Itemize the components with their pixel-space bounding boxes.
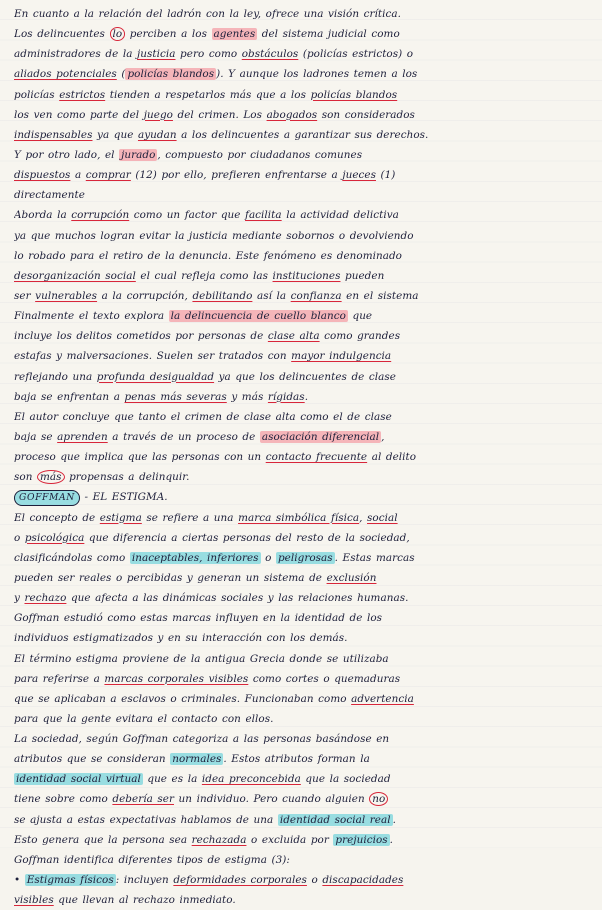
highlight-mark: estrictos — [59, 88, 106, 101]
highlight-mark: más — [37, 470, 65, 484]
note-line: los ven como parte del juego del crimen. Los abogados son considerados — [14, 108, 415, 121]
highlight-mark: normales — [172, 753, 222, 766]
note-line: para que la gente evitara el contacto con ellos. — [14, 712, 274, 725]
note-line: clasificándolas como inaceptables, inferiores o peligrosas . Estas marcas — [14, 551, 415, 564]
highlight-mark: marca simbólica física — [238, 511, 360, 524]
highlight-mark: debería ser — [112, 793, 174, 806]
note-line: tiene sobre como debería ser un individuo. Pero cuando alguien no — [14, 789, 598, 809]
highlight-mark: psicológica — [24, 531, 85, 544]
note-line: policías estrictos tienden a respetarlos más que a los policías blandos — [14, 88, 398, 101]
highlight-mark: lo — [110, 27, 126, 41]
note-line: indispensables ya que ayudan a los delincuentes a garantizar sus derechos. — [14, 128, 429, 141]
section-subtitle: - EL ESTIGMA. — [79, 491, 168, 504]
note-line: El término estigma proviene de la antigua Grecia donde se utilizaba — [14, 652, 389, 665]
highlight-mark: mayor indulgencia — [291, 350, 392, 363]
note-line: En cuanto a la relación del ladrón con la ley, ofrece una visión crítica. — [14, 8, 401, 20]
highlight-mark: social — [367, 511, 398, 524]
note-line: administradores de la justicia pero como obstáculos (policías estrictos) o — [14, 48, 414, 61]
highlight-mark: Estigmas físicos — [26, 874, 114, 887]
highlight-mark: inaceptables, inferiores — [131, 551, 259, 564]
note-line: o psicológica que diferencia a ciertas personas del resto de la sociedad, — [14, 531, 410, 544]
note-line: dispuestos a comprar (12) por ello, prefieren enfrentarse a jueces (1) — [14, 169, 396, 182]
note-line: proceso que implica que las personas con un contacto frecuente al delito — [14, 451, 417, 464]
highlight-mark: peligrosas — [277, 551, 333, 564]
highlight-mark: advertencia — [351, 692, 414, 705]
note-line: pueden ser reales o percibidas y generan un sistema de exclusión — [14, 571, 377, 584]
note-line: estafas y malversaciones. Suelen ser tratados con mayor indulgencia — [14, 350, 392, 363]
highlight-mark: la delincuencia de cuello blanco — [170, 310, 346, 323]
highlight-mark: estigma — [99, 511, 142, 524]
highlight-mark: facilita — [245, 209, 282, 222]
note-line: Y por otro lado, el jurado , compuesto por ciudadanos comunes — [14, 148, 363, 161]
highlight-mark: identidad social real — [279, 813, 391, 826]
highlight-mark: policías blandos — [127, 68, 215, 81]
note-line: • Estigmas físicos : incluyen deformidades corporales o discapacidades — [14, 874, 404, 887]
note-line: La sociedad, según Goffman categoriza a las personas basándose en — [14, 733, 390, 746]
note-line: ya que muchos logran evitar la justicia mediante sobornos o devolviendo — [14, 229, 414, 242]
highlight-mark: indispensables — [14, 128, 93, 141]
highlight-mark: idea preconcebida — [201, 773, 301, 786]
highlight-mark: abogados — [266, 108, 318, 121]
note-line: Aborda la corrupción como un factor que facilita la actividad delictiva — [14, 209, 399, 222]
highlight-mark: contacto frecuente — [265, 451, 368, 464]
highlight-mark: aliados potenciales — [14, 68, 117, 81]
note-line: y rechazo que afecta a las dinámicas sociales y las relaciones humanas. — [14, 592, 409, 605]
note-line: aliados potenciales ( policías blandos ). Y aunque los ladrones temen a los — [14, 68, 418, 81]
note-line: El autor concluye que tanto el crimen de clase alta como el de clase — [14, 410, 392, 423]
highlight-mark: dispuestos — [14, 169, 71, 182]
note-line: Goffman identifica diferentes tipos de estigma (3): — [14, 853, 290, 866]
highlight-mark: instituciones — [272, 269, 341, 282]
handwritten-notes — [14, 4, 598, 910]
highlight-mark: clase alta — [267, 330, 320, 343]
highlight-mark: vulnerables — [35, 289, 98, 302]
note-line: son más propensas a delinquir. — [14, 471, 190, 484]
note-line: se ajusta a estas expectativas hablamos de una identidad social real . — [14, 813, 396, 826]
highlight-mark: discapacidades — [322, 874, 404, 887]
note-line: directamente — [14, 189, 85, 202]
note-line: baja se enfrentan a penas más severas y más rígidas. — [14, 390, 309, 403]
highlight-mark: juego — [143, 108, 173, 121]
highlight-mark: policías blandos — [310, 88, 398, 101]
note-line: Goffman estudió como estas marcas influyen en la identidad de los — [14, 612, 383, 625]
highlight-mark: prejuicios — [335, 833, 388, 846]
note-line: baja se aprenden a través de un proceso de asociación diferencial , — [14, 430, 385, 443]
highlight-mark: desorganización social — [14, 269, 136, 282]
highlight-mark: exclusión — [326, 571, 377, 584]
highlight-mark: visibles — [14, 894, 54, 907]
note-line: Esto genera que la persona sea rechazada o excluida por prejuicios . — [14, 833, 394, 846]
highlight-mark: asociación diferencial — [261, 430, 380, 443]
highlight-mark: profunda desigualdad — [96, 370, 215, 383]
note-line: incluye los delitos cometidos por personas de clase alta como grandes — [14, 330, 401, 343]
highlight-mark: comprar — [85, 169, 131, 182]
note-line: Los delincuentes lo perciben a los agentes del sistema judicial como — [14, 28, 400, 41]
highlight-mark: justicia — [137, 48, 176, 61]
highlight-mark: jurado — [121, 148, 156, 161]
note-line: atributos que se consideran normales . Estos atributos forman la — [14, 753, 370, 766]
note-line: desorganización social el cual refleja como las instituciones pueden — [14, 269, 385, 282]
highlight-mark: obstáculos — [241, 48, 299, 61]
highlight-mark: identidad social virtual — [16, 773, 141, 786]
note-line: que se aplicaban a esclavos o criminales. Funcionaban como advertencia — [14, 692, 414, 705]
note-line: lo robado para el retiro de la denuncia. Este fenómeno es denominado — [14, 249, 402, 262]
highlight-mark: jueces — [342, 169, 376, 182]
highlight-mark: marcas corporales visibles — [104, 672, 249, 685]
highlight-mark: debilitando — [192, 289, 253, 302]
highlight-mark: no — [369, 792, 388, 806]
highlight-mark: deformidades corporales — [173, 874, 307, 887]
highlight-mark: confianza — [290, 289, 342, 302]
note-line: individuos estigmatizados y en su interacción con los demás. — [14, 632, 348, 645]
highlight-mark: aprenden — [57, 430, 108, 443]
note-line — [14, 487, 598, 507]
highlight-mark: corrupción — [71, 209, 130, 222]
note-line: para referirse a marcas corporales visibles como cortes o quemaduras — [14, 672, 401, 685]
highlight-mark: rígidas — [267, 390, 305, 403]
section-tag: GOFFMAN — [14, 490, 80, 506]
highlight-mark: rechazada — [191, 833, 247, 846]
highlight-mark: agentes — [213, 28, 256, 41]
note-line: identidad social virtual que es la idea preconcebida que la sociedad — [16, 773, 391, 786]
highlight-mark: penas más severas — [124, 390, 227, 403]
highlight-mark: rechazo — [24, 592, 67, 605]
highlight-mark: ayudan — [137, 128, 177, 141]
note-line: El concepto de estigma se refiere a una marca simbólica física, social — [14, 511, 398, 524]
note-line: Finalmente el texto explora la delincuencia de cuello blanco que — [14, 310, 373, 323]
note-line: visibles que llevan al rechazo inmediato. — [14, 894, 236, 907]
note-line: reflejando una profunda desigualdad ya que los delincuentes de clase — [14, 370, 396, 383]
note-line: ser vulnerables a la corrupción, debilitando así la confianza en el sistema — [14, 289, 419, 302]
